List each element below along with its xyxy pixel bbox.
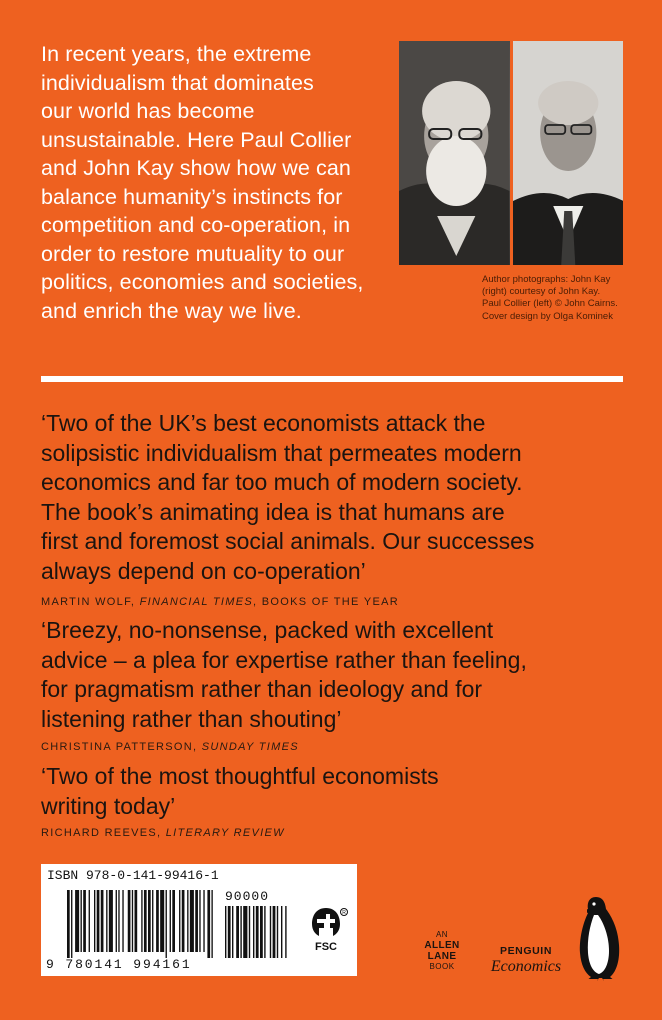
quote-line: first and foremost social animals. Our successes bbox=[41, 528, 535, 554]
quote-line: ‘Two of the most thoughtful economists bbox=[41, 763, 439, 789]
imprint-allen: ALLEN bbox=[424, 940, 460, 951]
blurb-line: balance humanity’s instincts for bbox=[41, 184, 343, 209]
barcode-bar bbox=[144, 890, 147, 952]
barcode-bar bbox=[141, 890, 142, 952]
review-quote bbox=[41, 409, 631, 586]
barcode-bar bbox=[128, 890, 131, 952]
penguin-logo-icon bbox=[575, 893, 625, 983]
barcode-addon-bar bbox=[277, 906, 278, 958]
review-quote bbox=[41, 762, 631, 821]
barcode-addon-bar bbox=[228, 906, 231, 958]
barcode-addon-bar bbox=[285, 906, 286, 958]
imprint-lane: LANE bbox=[427, 951, 457, 962]
barcode-bar bbox=[160, 890, 164, 952]
quote-attribution bbox=[41, 827, 285, 839]
allen-lane-imprint bbox=[420, 930, 464, 972]
quote-line: ‘Breezy, no-nonsense, packed with excellent bbox=[41, 617, 494, 643]
publisher-name: PENGUIN bbox=[499, 945, 553, 957]
attribution-source: FINANCIAL TIMES bbox=[139, 596, 254, 608]
barcode-box bbox=[41, 864, 357, 976]
author-photo-paul-collier bbox=[399, 41, 510, 265]
attribution-source: LITERARY REVIEW bbox=[165, 827, 285, 839]
blurb-line: individualism that dominates bbox=[41, 70, 314, 95]
barcode-addon-bar bbox=[270, 906, 271, 958]
barcode-bar bbox=[118, 890, 119, 952]
barcode-bar bbox=[187, 890, 188, 952]
quote-attribution bbox=[41, 596, 399, 608]
barcode-bar bbox=[135, 890, 138, 952]
imprint-book: BOOK bbox=[429, 962, 455, 971]
blurb-line: unsustainable. Here Paul Collier bbox=[41, 127, 352, 152]
barcode-bar bbox=[148, 890, 151, 952]
barcode-addon-bar bbox=[253, 906, 254, 958]
series-name: Economics bbox=[490, 958, 562, 975]
barcode-bar bbox=[81, 890, 82, 952]
barcode-bar bbox=[152, 890, 153, 952]
price-code: 90000 bbox=[225, 889, 270, 904]
barcode-bar bbox=[116, 890, 117, 952]
svg-text:R: R bbox=[342, 910, 346, 916]
quote-line: The book’s animating idea is that humans are bbox=[41, 498, 505, 525]
blurb-line: and John Kay show how we can bbox=[41, 156, 351, 180]
barcode-addon-bar bbox=[249, 906, 250, 958]
attribution-source: SUNDAY TIMES bbox=[201, 741, 299, 753]
fsc-label: FSC bbox=[315, 941, 337, 953]
credit-line: (right) courtesy of John Kay. bbox=[482, 286, 601, 298]
quote-line: solipsistic individualism that permeates modern bbox=[41, 439, 522, 466]
barcode-addon-bar bbox=[256, 906, 259, 958]
barcode-addon-bar bbox=[243, 906, 247, 958]
barcode-bar bbox=[211, 890, 212, 958]
barcode-addon-bar bbox=[236, 906, 239, 958]
quote-line: economics and far too much of modern society. bbox=[41, 469, 523, 495]
blurb-line: competition and co-operation, in bbox=[41, 213, 351, 237]
barcode-bar bbox=[132, 890, 133, 952]
barcode-bar bbox=[170, 890, 171, 952]
barcode-addon-bar bbox=[281, 906, 282, 958]
attribution-suffix: , BOOKS OF THE YEAR bbox=[253, 596, 399, 608]
isbn-label: ISBN 978-0-141-99416-1 bbox=[47, 868, 219, 883]
barcode-bar bbox=[179, 890, 180, 952]
barcode-bar bbox=[97, 890, 100, 952]
barcode-digits: 9 780141 994161 bbox=[46, 957, 192, 972]
publisher-series bbox=[480, 945, 572, 976]
quote-line: ‘Two of the UK’s best economists attack the bbox=[41, 410, 486, 436]
barcode-bar bbox=[75, 890, 79, 952]
barcode-bar bbox=[109, 890, 113, 952]
blurb-line: and enrich the way we live. bbox=[41, 298, 302, 323]
barcode-addon-bar bbox=[273, 906, 276, 958]
blurb-line: order to restore mutuality to our bbox=[41, 241, 345, 266]
barcode-bar bbox=[166, 890, 167, 958]
barcode-bar bbox=[106, 890, 107, 952]
barcode-bar bbox=[195, 890, 198, 952]
quote-line: always depend on co-operation’ bbox=[41, 557, 366, 584]
barcode-bar bbox=[199, 890, 200, 952]
author-photo-john-kay bbox=[513, 41, 624, 265]
barcode-bar bbox=[182, 890, 185, 952]
fsc-logo-icon bbox=[303, 904, 349, 954]
barcode-addon-bar bbox=[225, 906, 226, 958]
barcode-bar bbox=[83, 890, 86, 952]
quote-line: for pragmatism rather than ideology and for bbox=[41, 676, 483, 702]
barcode-bar bbox=[122, 890, 123, 952]
barcode-bar bbox=[71, 890, 72, 958]
attribution-author: RICHARD REEVES, bbox=[41, 827, 166, 839]
barcode-bar bbox=[172, 890, 175, 952]
barcode-bar bbox=[203, 890, 204, 952]
barcode-bar bbox=[94, 890, 95, 952]
blurb-line: In recent years, the extreme bbox=[41, 42, 312, 66]
review-quote bbox=[41, 616, 631, 734]
quote-attribution bbox=[41, 741, 299, 753]
photo-credits bbox=[482, 274, 632, 323]
credit-line: Paul Collier (left) © John Cairns. bbox=[482, 298, 618, 310]
barcode-bar bbox=[101, 890, 104, 952]
barcode-bar bbox=[67, 890, 70, 958]
barcode-addon-bar bbox=[260, 906, 263, 958]
barcode-bar bbox=[190, 890, 194, 952]
quote-line: listening rather than shouting’ bbox=[41, 705, 342, 732]
attribution-author: MARTIN WOLF, bbox=[41, 596, 140, 608]
credit-line: Cover design by Olga Kominek bbox=[482, 310, 613, 322]
author-photos bbox=[399, 41, 623, 265]
barcode-bar bbox=[89, 890, 90, 952]
barcode-bar bbox=[207, 890, 210, 958]
barcode-addon-bar bbox=[240, 906, 241, 958]
blurb-line: our world has become bbox=[41, 99, 255, 123]
quote-line: advice – a plea for expertise rather than feeling, bbox=[41, 646, 527, 673]
barcode-bar bbox=[156, 890, 159, 952]
barcode-addon-bar bbox=[264, 906, 265, 958]
divider bbox=[41, 376, 623, 382]
imprint-an: AN bbox=[435, 930, 449, 939]
barcode-addon-bar bbox=[232, 906, 233, 958]
quote-line: writing today’ bbox=[41, 792, 176, 819]
credit-line: Author photographs: John Kay bbox=[482, 274, 611, 285]
blurb-line: politics, economies and societies, bbox=[41, 270, 364, 294]
attribution-author: CHRISTINA PATTERSON, bbox=[41, 741, 202, 753]
blurb-text bbox=[41, 40, 386, 325]
